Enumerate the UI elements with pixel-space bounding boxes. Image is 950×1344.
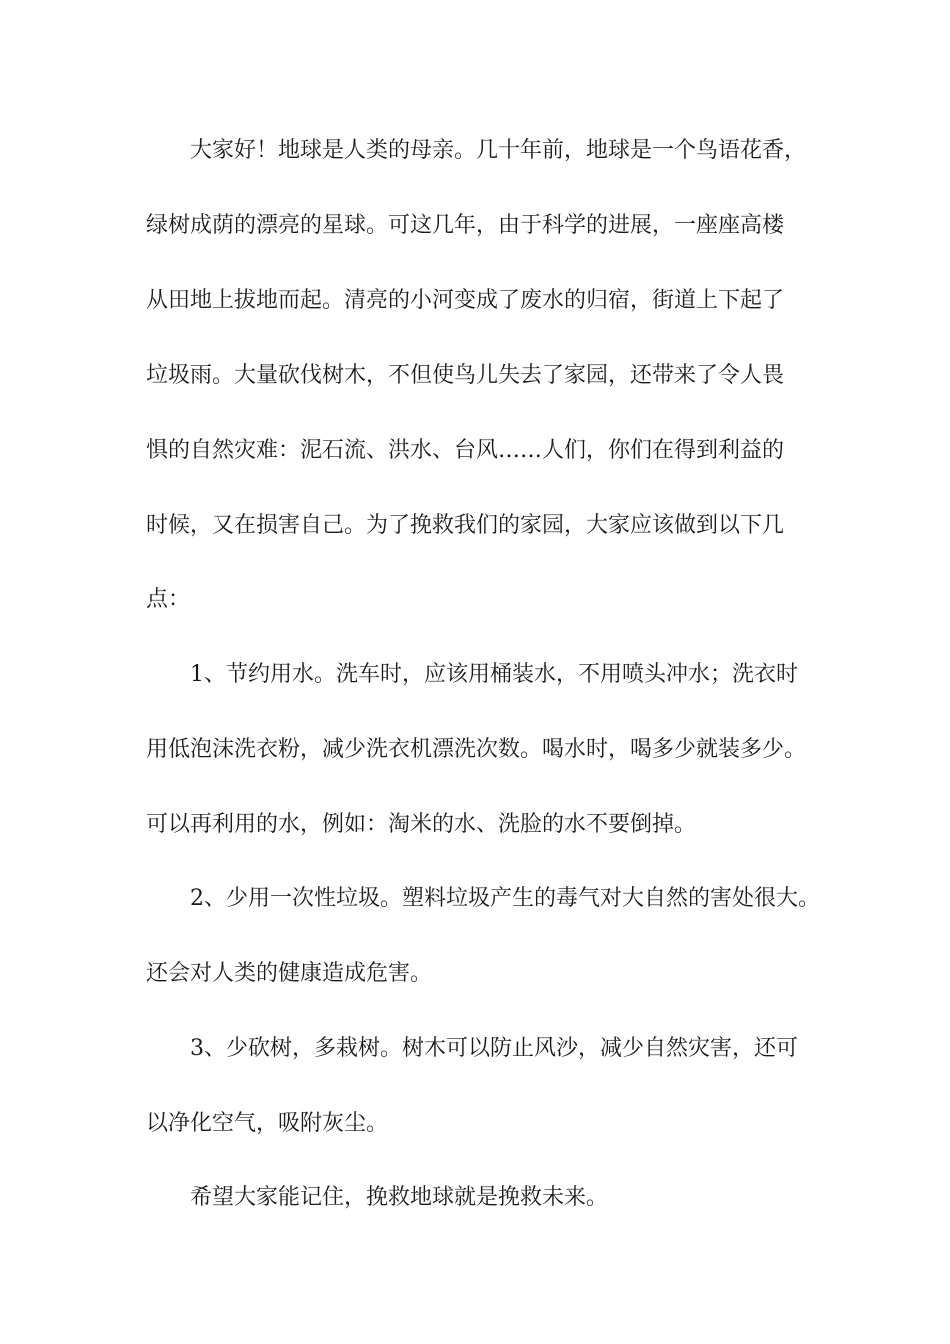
text-line: 绿树成荫的漂亮的星球。可这几年，由于科学的进展，一座座高楼: [146, 213, 785, 238]
text-line: 2、少用一次性垃圾。塑料垃圾产生的毒气对大自然的害处很大。: [190, 886, 820, 911]
text-line: 1、节约用水。洗车时，应该用桶装水，不用喷头冲水；洗衣时: [190, 662, 798, 687]
text-line: 点：: [146, 587, 191, 612]
text-line: 可以再利用的水，例如：淘米的水、洗脸的水不要倒掉。: [146, 812, 697, 837]
text-line: 用低泡沫洗衣粉，减少洗衣机漂洗次数。喝水时，喝多少就装多少。: [146, 737, 807, 762]
text-line: 希望大家能记住，挽救地球就是挽救未来。: [190, 1185, 609, 1210]
text-line: 从田地上拔地而起。清亮的小河变成了废水的归宿，街道上下起了: [146, 288, 785, 313]
text-line: 大家好！地球是人类的母亲。几十年前，地球是一个鸟语花香，: [190, 138, 807, 163]
text-line: 惧的自然灾难：泥石流、洪水、台风……人们，你们在得到利益的: [146, 438, 785, 463]
text-line: 垃圾雨。大量砍伐树木，不但使鸟儿失去了家园，还带来了令人畏: [146, 363, 785, 388]
text-line: 还会对人类的健康造成危害。: [146, 961, 433, 986]
text-line: 3、少砍树，多栽树。树木可以防止风沙，减少自然灾害，还可: [190, 1036, 798, 1061]
text-line: 以净化空气，吸附灰尘。: [146, 1111, 389, 1136]
text-line: 时候，又在损害自己。为了挽救我们的家园，大家应该做到以下几: [146, 513, 785, 538]
